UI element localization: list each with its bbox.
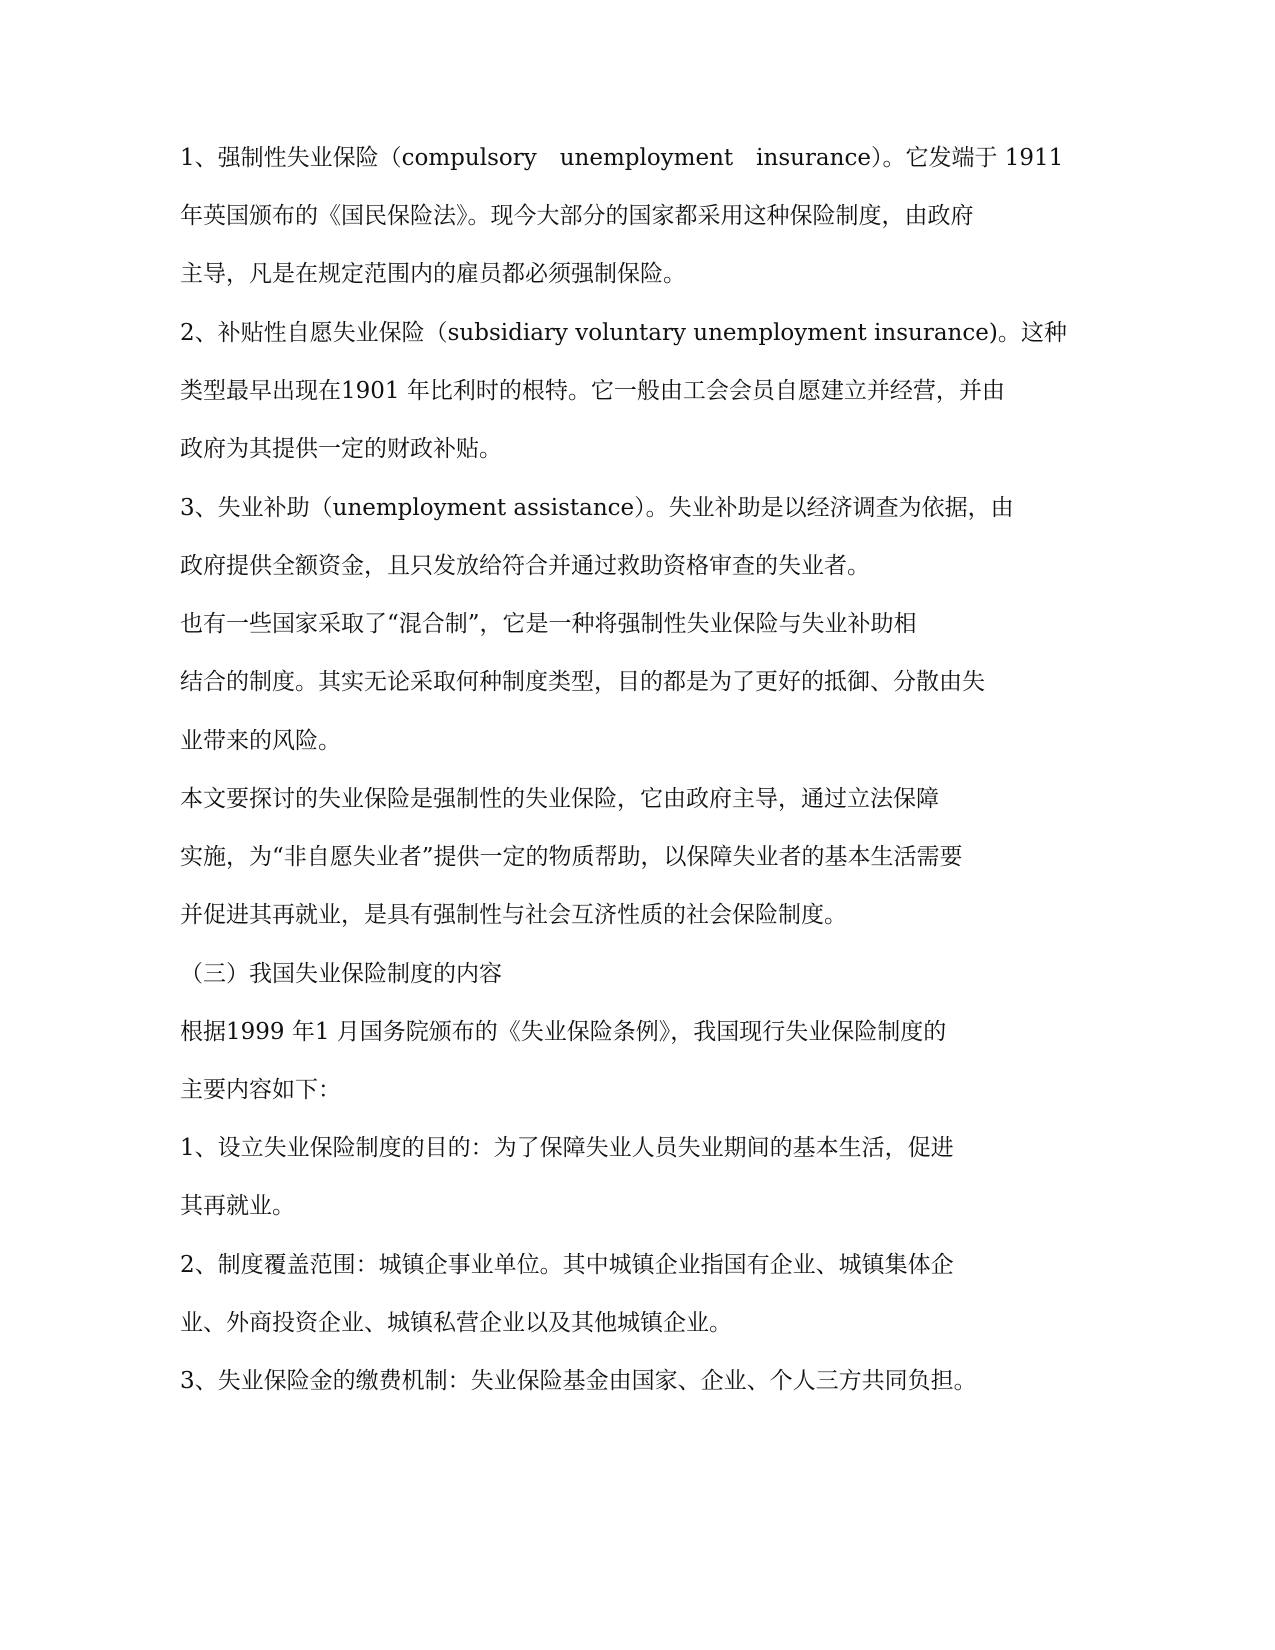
text-line: 本文要探讨的失业保险是强制性的失业保险，它由政府主导，通过立法保障: [180, 786, 939, 812]
text-line: 2、补贴性自愿失业保险（subsidiary voluntary unemployment insurance)。这种: [180, 320, 1067, 346]
text-line: 实施，为“非自愿失业者”提供一定的物质帮助，以保障失业者的基本生活需要: [180, 844, 963, 870]
text-line: 政府提供全额资金，且只发放给符合并通过救助资格审查的失业者。: [180, 553, 870, 579]
text-line: 2、制度覆盖范围：城镇企事业单位。其中城镇企业指国有企业、城镇集体企: [180, 1252, 954, 1278]
text-line: 3、失业保险金的缴费机制：失业保险基金由国家、企业、个人三方共同负担。: [180, 1368, 977, 1394]
text-line: 其再就业。: [180, 1193, 295, 1219]
text-line: 类型最早出现在1901 年比利时的根特。它一般由工会会员自愿建立并经营，并由: [180, 378, 1005, 404]
text-line: 业、外商投资企业、城镇私营企业以及其他城镇企业。: [180, 1310, 732, 1336]
text-line: 根据1999 年1 月国务院颁布的《失业保险条例》，我国现行失业保险制度的: [180, 1019, 947, 1045]
text-line: 主要内容如下：: [180, 1077, 341, 1103]
text-line: 业带来的风险。: [180, 728, 341, 754]
text-line: 1、设立失业保险制度的目的：为了保障失业人员失业期间的基本生活，促进: [180, 1135, 954, 1161]
text-line: 主导，凡是在规定范围内的雇员都必须强制保险。: [180, 261, 686, 287]
text-line: 3、失业补助（unemployment assistance）。失业补助是以经济调查为依据，由: [180, 495, 1014, 521]
text-line: 政府为其提供一定的财政补贴。: [180, 436, 502, 462]
text-line: 年英国颁布的《国民保险法》。现今大部分的国家都采用这种保险制度，由政府: [180, 203, 974, 229]
section-heading: （三）我国失业保险制度的内容: [180, 961, 502, 987]
text-line: 1、强制性失业保险（compulsory unemployment insurance）。它发端于 1911: [180, 145, 1064, 171]
text-line: 并促进其再就业，是具有强制性与社会互济性质的社会保险制度。: [180, 902, 847, 928]
text-line: 结合的制度。其实无论采取何种制度类型，目的都是为了更好的抵御、分散由失: [180, 669, 985, 695]
text-line: 也有一些国家采取了“混合制”，它是一种将强制性失业保险与失业补助相: [180, 611, 917, 637]
